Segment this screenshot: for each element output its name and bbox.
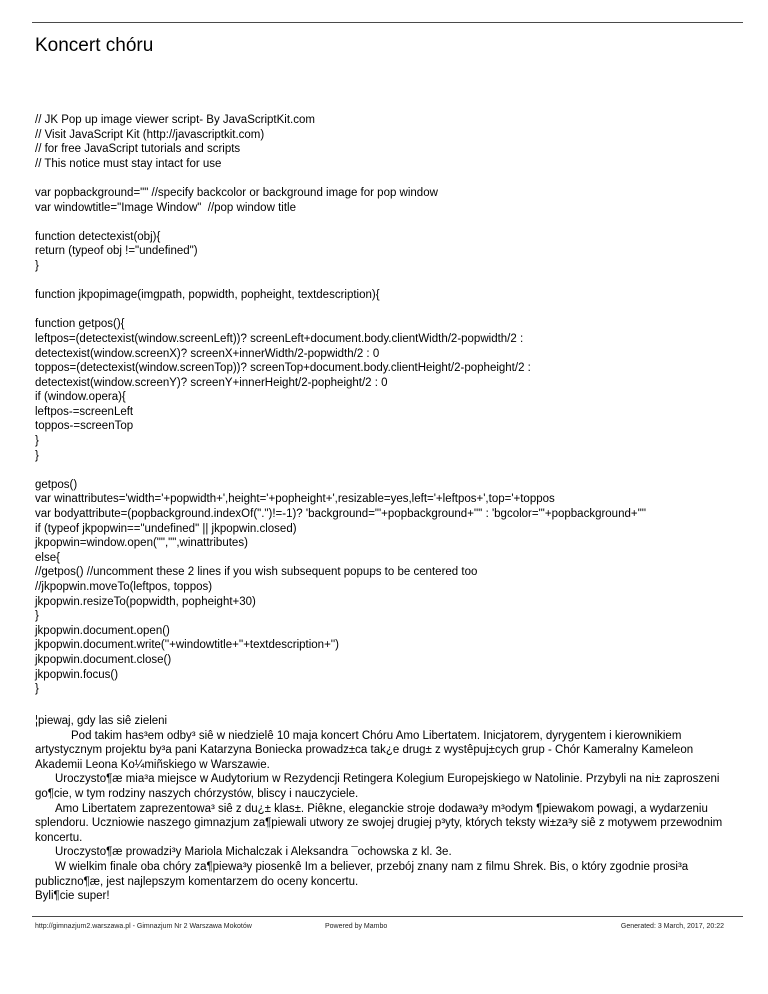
header-rule <box>32 22 743 23</box>
code-line: return (typeof obj !="undefined") <box>35 245 198 258</box>
code-line: if (typeof jkpopwin=="undefined" || jkpopwin.closed) <box>35 522 297 535</box>
code-line: } <box>35 610 39 623</box>
footer-powered-by: Powered by Mambo <box>325 923 388 930</box>
code-line: //jkpopwin.moveTo(leftpos, toppos) <box>35 581 213 593</box>
code-line: //getpos() //uncomment these 2 lines if you wish subsequent popups to be centered too <box>35 566 478 579</box>
page-title: Koncert chóru <box>35 35 154 56</box>
code-line: // This notice must stay intact for use <box>35 157 222 170</box>
footer-generated: Generated: 3 March, 2017, 20:22 <box>620 923 724 930</box>
code-line: } <box>35 449 39 462</box>
code-line: function jkpopimage(imgpath, popwidth, popheight, textdescription){ <box>35 289 380 302</box>
code-line: var bodyattribute=(popbackground.indexOf(".")!=-1)? 'background="'+popbackground+'"' : 'bgcolor="'+popbackground+'"' <box>35 508 647 521</box>
footer-rule <box>32 916 743 917</box>
code-line: toppos=(detectexist(window.screenTop))? screenTop+document.body.clientHeight/2-popheight/2 : <box>35 362 531 375</box>
code-line: // JK Pop up image viewer script- By JavaScriptKit.com <box>35 114 315 126</box>
code-line: var popbackground="" //specify backcolor or background image for pop window <box>35 186 438 199</box>
code-line: detectexist(window.screenX)? screenX+innerWidth/2-popwidth/2 : 0 <box>35 347 380 360</box>
code-block <box>35 113 740 697</box>
code-line: jkpopwin.document.write(''+windowtitle+''+textdescription+'') <box>35 639 340 652</box>
code-line: } <box>35 259 39 272</box>
code-line <box>35 274 740 289</box>
code-line <box>35 215 740 230</box>
code-line: function detectexist(obj){ <box>35 230 161 243</box>
code-line: var winattributes='width='+popwidth+',height='+popheight+',resizable=yes,left='+leftpos+',top='+toppos <box>35 493 555 506</box>
code-line: detectexist(window.screenY)? screenY+innerHeight/2-popheight/2 : 0 <box>35 376 388 389</box>
code-line: jkpopwin.document.close() <box>35 653 172 666</box>
code-line: jkpopwin.focus() <box>35 668 119 681</box>
article-paragraph: Amo Libertatem zaprezentowa³ siê z du¿± klas±. Piêkne, eleganckie stroje dodawa³y m³odym ¶piewakom powagi, a wydarzeniu splendoru. Uczniowie naszego gimnazjum za¶piewali utwory ze swojej drugiej p³yty, których teksty wi±za³y siê z motywem przewodnim koncertu. <box>35 802 723 844</box>
article-paragraph: W wielkim finale oba chóry za¶piewa³y piosenkê Im a believer, przebój znany nam z filmu Shrek. Bis, o który zgodnie prosi³a publiczno¶æ, jest najlepszym komentarzem do oceny koncertu. <box>35 860 689 888</box>
code-line <box>35 171 740 186</box>
code-line: getpos() <box>35 478 78 491</box>
code-line: toppos-=screenTop <box>35 420 134 433</box>
code-line: else{ <box>35 551 60 564</box>
code-line: function getpos(){ <box>35 318 125 331</box>
code-line: if (window.opera){ <box>35 391 126 404</box>
code-line: } <box>35 683 39 696</box>
code-line: jkpopwin.document.open() <box>35 624 170 637</box>
code-line: } <box>35 435 39 448</box>
code-line <box>35 463 740 478</box>
code-line: leftpos=(detectexist(window.screenLeft))? screenLeft+document.body.clientWidth/2-popwidth/2 : <box>35 332 524 345</box>
code-line: jkpopwin.resizeTo(popwidth, popheight+30) <box>35 595 256 608</box>
code-line: // for free JavaScript tutorials and scripts <box>35 143 241 156</box>
code-line: jkpopwin=window.open("","",winattributes) <box>35 537 248 550</box>
article-body <box>35 714 735 904</box>
footer-site-link[interactable]: http://gimnazjum2.warszawa.pl - Gimnazjum Nr 2 Warszawa Mokotów <box>35 923 252 930</box>
article-closing: Byli¶cie super! <box>35 890 110 903</box>
article-paragraph: Uroczysto¶æ prowadzi³y Mariola Michalczak i Aleksandra ¯ochowska z kl. 3e. <box>55 846 452 859</box>
article-paragraph: Uroczysto¶æ mia³a miejsce w Audytorium w Rezydencji Retingera Kolegium Europejskiego w Natolinie. Przybyli na ni± zaproszeni go¶cie, w tym rodziny naszych chórzystów, bliscy i nauczyciele. <box>35 773 720 800</box>
article-heading-line: ¦piewaj, gdy las siê zieleni <box>35 715 168 727</box>
code-line: // Visit JavaScript Kit (http://javascriptkit.com) <box>35 128 265 141</box>
article-paragraph: Pod takim has³em odby³ siê w niedzielê 10 maja koncert Chóru Amo Libertatem. Inicjatorem, dyrygentem i kierownikiem artystycznym projektu by³a pani Katarzyna Boniecka prowadz±ca tak¿e drug± z wystêpuj±cych grup - Chór Kameralny Kameleon Akademii Leona Ko¼miñskiego w Warszawie. <box>35 729 694 771</box>
code-line: leftpos-=screenLeft <box>35 405 134 418</box>
code-line <box>35 303 740 318</box>
code-line: var windowtitle="Image Window" //pop window title <box>35 201 296 214</box>
